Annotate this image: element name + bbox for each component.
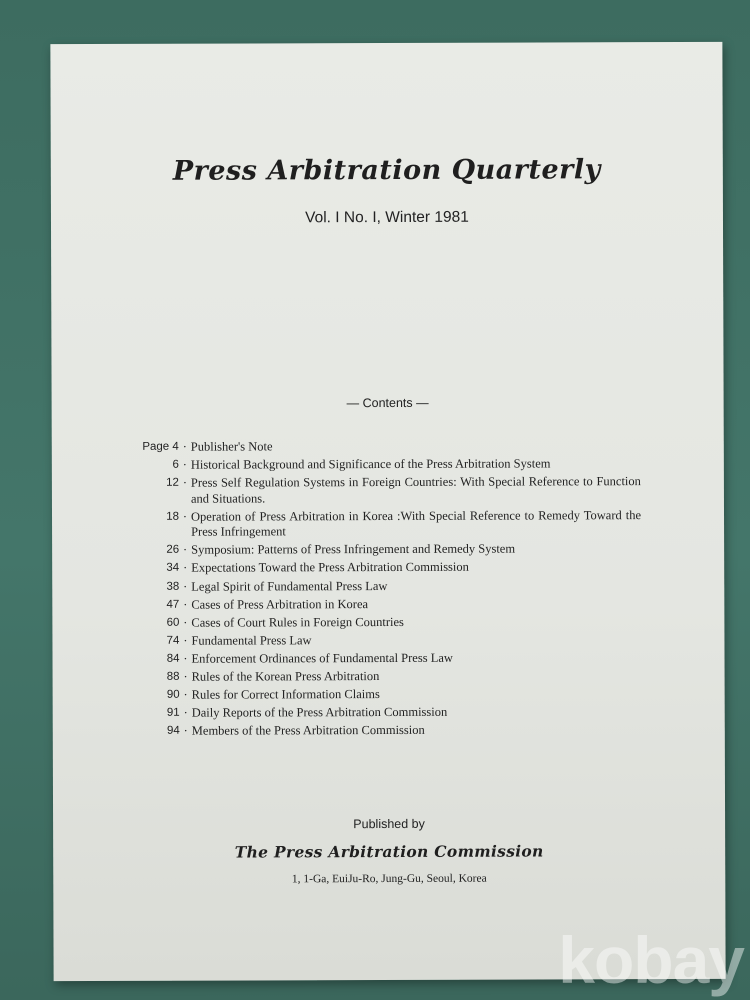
toc-bullet: · [183,597,188,612]
toc-title: Fundamental Press Law [191,633,312,648]
booklet-cover [50,42,725,981]
toc-entry [117,668,642,685]
toc-page-number: 6 [172,458,179,471]
toc-title: Historical Background and Significance of the Press Arbitration System [190,456,551,472]
toc-entry [116,650,641,667]
toc-page-number: 18 [166,510,180,523]
toc-entry [117,704,642,721]
toc-bullet: · [183,615,188,630]
toc-page-number: 94 [166,725,180,738]
toc-title: Enforcement Ordinances of Fundamental Press Law [191,650,453,666]
toc-title: Symposium: Patterns of Press Infringement and Remedy System [191,541,516,558]
toc-page-number: 90 [166,688,180,701]
toc-page-number: 60 [166,616,180,629]
table-of-contents [116,438,642,742]
toc-entry [116,578,641,595]
toc-bullet: · [183,579,188,594]
toc-bullet: · [183,543,188,558]
toc-page-number: 74 [166,634,180,647]
toc-title: Members of the Press Arbitration Commission [191,723,425,738]
toc-bullet: · [183,724,188,739]
toc-page-number: Page 4 [142,440,179,453]
toc-bullet: · [183,687,188,702]
toc-title: Publisher's Note [190,439,273,454]
toc-entry [116,632,641,649]
toc-entry [116,438,641,455]
issue-info: Vol. I No. I, Winter 1981 [305,208,469,227]
toc-bullet: · [182,509,188,524]
toc-entry [116,560,641,577]
toc-title: Rules for Correct Information Claims [191,687,380,702]
toc-page-number: 84 [166,652,180,665]
toc-page-number: 38 [166,580,180,593]
toc-entry [117,686,642,703]
toc-entry [116,508,641,541]
journal-title: Press Arbitration Quarterly [172,154,601,187]
toc-page-number: 91 [166,706,180,719]
toc-page-number: 34 [166,562,180,575]
publisher-name: The Press Arbitration Commission [234,841,544,862]
toc-title: Daily Reports of the Press Arbitration Commission [191,705,448,720]
toc-entry [116,541,641,558]
toc-bullet: · [183,669,188,684]
toc-entry [116,596,641,613]
toc-page-number: 26 [166,544,180,557]
toc-entry [117,722,642,739]
toc-bullet: · [183,705,188,720]
toc-page-number: 88 [166,670,180,683]
toc-bullet: · [183,633,188,648]
toc-bullet: · [183,561,188,576]
toc-bullet: · [182,457,187,472]
toc-title: Press Self Regulation Systems in Foreign Countries: With Special Reference to Function and Situations. [190,474,641,506]
published-by-label: Published by [353,816,425,832]
toc-title: Cases of Press Arbitration in Korea [191,596,369,612]
toc-entry [116,474,641,507]
toc-title: Legal Spirit of Fundamental Press Law [191,578,388,594]
toc-title: Cases of Court Rules in Foreign Countries [191,614,404,630]
toc-entry [116,456,641,473]
site-watermark: kobay [558,923,744,997]
toc-page-number: 47 [166,598,180,611]
toc-bullet: · [182,439,187,454]
toc-bullet: · [182,475,188,490]
publisher-address: 1, 1-Ga, EuiJu-Ro, Jung-Gu, Seoul, Korea [291,872,487,886]
toc-bullet: · [183,651,188,666]
toc-title: Rules of the Korean Press Arbitration [191,669,380,684]
contents-heading: — Contents — [346,395,429,411]
toc-page-number: 12 [166,476,179,489]
toc-title: Expectations Toward the Press Arbitration Commission [191,560,469,576]
toc-entry [116,614,641,631]
toc-title: Operation of Press Arbitration in Korea :With Special Reference to Remedy Toward the Press Infringement [190,507,642,539]
